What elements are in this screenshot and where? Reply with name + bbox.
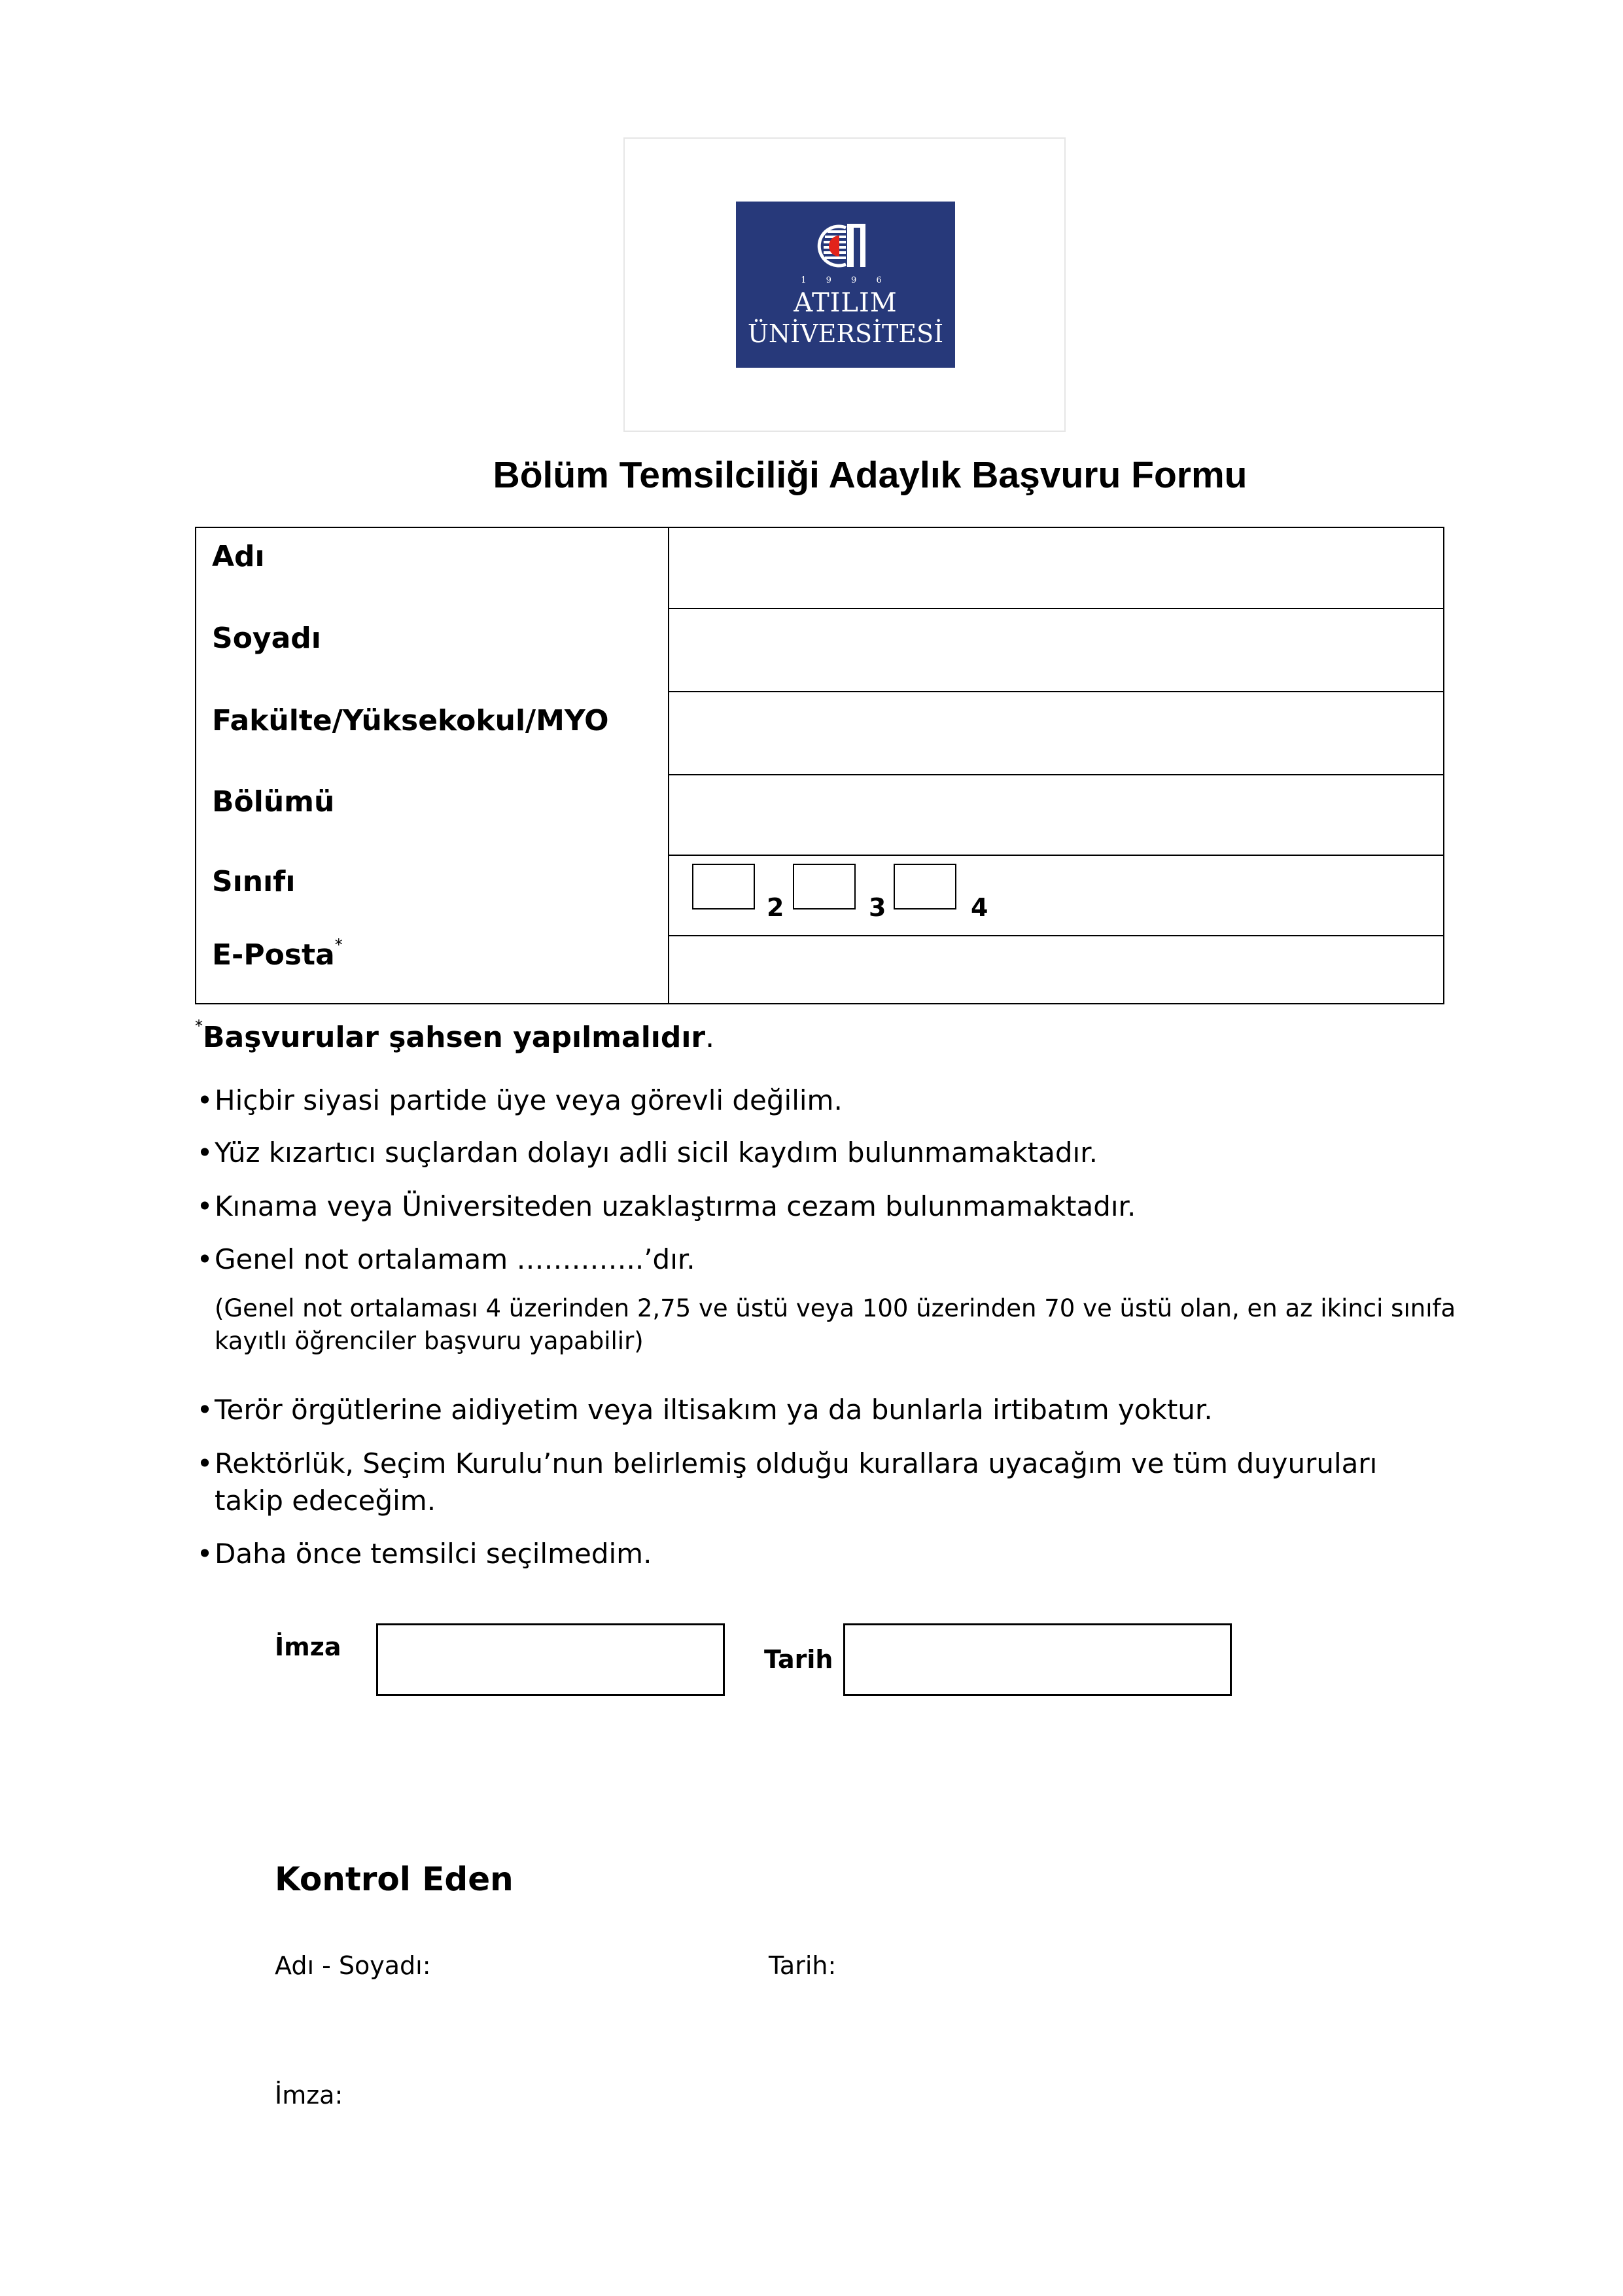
- university-emblem-icon: [736, 202, 955, 274]
- field-label-faculty: Fakülte/Yüksekokul/MYO: [212, 704, 609, 737]
- name-input[interactable]: [671, 529, 1442, 607]
- row-divider: [668, 774, 1443, 775]
- control-section-title: Kontrol Eden: [275, 1860, 514, 1898]
- row-divider: [668, 608, 1443, 609]
- note-asterisk: *: [195, 1017, 203, 1035]
- field-label-email: E-Posta*: [212, 936, 343, 972]
- logo-name-line1: ATILIM: [794, 288, 898, 318]
- signature-label: İmza: [275, 1633, 341, 1661]
- field-label-class: Sınıfı: [212, 865, 296, 898]
- application-note: [195, 1017, 715, 1054]
- class-checkbox-2[interactable]: [793, 864, 856, 910]
- date-box[interactable]: [843, 1623, 1232, 1696]
- control-date-label: Tarih:: [769, 1951, 837, 1980]
- signature-box[interactable]: [376, 1623, 725, 1696]
- email-asterisk: *: [334, 936, 343, 954]
- surname-input[interactable]: [671, 610, 1442, 690]
- control-signature-label: İmza:: [275, 2081, 343, 2110]
- date-label: Tarih: [764, 1645, 833, 1674]
- class-checkbox-1[interactable]: [692, 864, 755, 910]
- application-form-table: [195, 527, 1444, 1004]
- row-divider: [668, 691, 1443, 692]
- field-label-name: Adı: [212, 540, 265, 573]
- control-name-label: Adı - Soyadı:: [275, 1951, 431, 1980]
- page-title: Bölüm Temsilciliği Adaylık Başvuru Formu: [493, 454, 1248, 496]
- note-text: Başvurular şahsen yapılmalıdır: [203, 1021, 706, 1054]
- column-divider: [668, 528, 669, 1003]
- class-checkbox-3[interactable]: [894, 864, 956, 910]
- class-option-label: 4: [971, 893, 988, 922]
- row-divider: [668, 935, 1443, 936]
- note-end: .: [705, 1021, 715, 1054]
- row-divider: [668, 855, 1443, 856]
- gpa-requirement-note: (Genel not ortalaması 4 üzerinden 2,75 ve üstü veya 100 üzerinden 70 ve üstü olan, en az ikinci sınıfa kayıtlı öğrenciler başvuru yapabilir): [215, 1294, 1456, 1355]
- email-input[interactable]: [671, 938, 1442, 1003]
- logo-year: 1 9 9 6: [801, 275, 890, 285]
- field-label-department: Bölümü: [212, 785, 335, 819]
- class-option-label: 3: [869, 893, 886, 922]
- field-label-surname: Soyadı: [212, 622, 321, 655]
- faculty-input[interactable]: [671, 694, 1442, 773]
- department-input[interactable]: [671, 777, 1442, 853]
- logo-name-line2: ÜNİVERSİTESİ: [747, 319, 944, 348]
- class-option-label: 2: [767, 893, 784, 922]
- university-logo: [736, 202, 955, 368]
